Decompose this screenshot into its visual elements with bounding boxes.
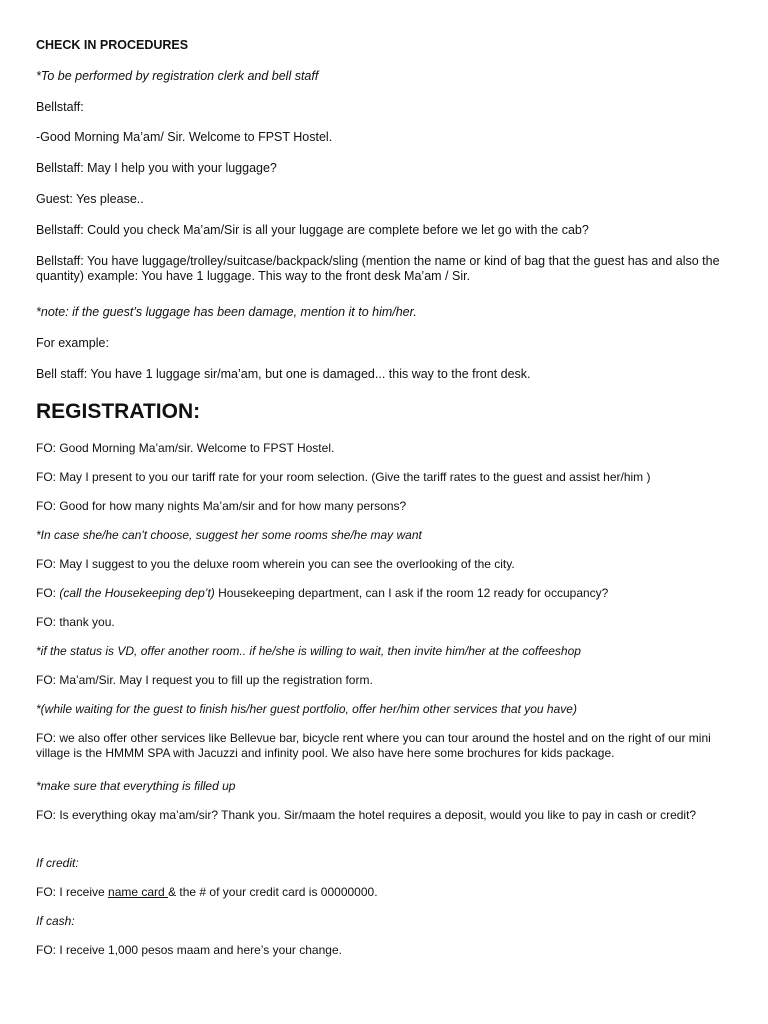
example-line: Bell staff: You have 1 luggage sir/ma’am, but one is damaged... this way to the front desk. — [36, 367, 531, 381]
greeting-line: -Good Morning Ma’am/ Sir. Welcome to FPST Hostel. — [36, 130, 333, 144]
luggage-offer-line: Bellstaff: May I help you with your luggage? — [36, 161, 277, 175]
fo-cash-line: FO: I receive 1,000 pesos maam and here’s your change. — [36, 943, 342, 957]
housekeeping-aside: (call the Housekeeping dep’t) — [59, 586, 215, 600]
luggage-check-line: Bellstaff: Could you check Ma’am/Sir is all your luggage are complete before we let go with the cab? — [36, 223, 589, 237]
fo-deposit-line: FO: Is everything okay ma’am/sir? Thank you. Sir/maam the hotel requires a deposit, would you like to pay in cash or credit? — [36, 808, 697, 822]
suggest-note: *In case she/he can't choose, suggest her some rooms she/he may want — [36, 528, 422, 542]
credit-card-number-text: & the # of your credit card is 00000000. — [168, 885, 378, 899]
fo-credit-line — [36, 885, 378, 900]
fo-services-line: FO: we also offer other services like Bellevue bar, bicycle rent where you can tour around the hostel and on the right of our mini village is the HMMM SPA with Jacuzzi and infinity pool. We also have here some brochures for kids package. — [36, 731, 711, 760]
guest-reply-line: Guest: Yes please.. — [36, 192, 144, 206]
fo-tariff-line: FO: May I present to you our tariff rate for your room selection. (Give the tariff rates to the guest and assist her/him ) — [36, 470, 651, 484]
fo-thanks-line: FO: thank you. — [36, 615, 115, 629]
name-card-text: name card — [108, 885, 169, 899]
fo-receive-prefix: FO: I receive — [36, 885, 109, 899]
fo-deluxe-line: FO: May I suggest to you the deluxe room wherein you can see the overlooking of the city. — [36, 557, 515, 571]
document-title: CHECK IN PROCEDURES — [36, 38, 189, 52]
example-label: For example: — [36, 336, 109, 350]
fo-greeting-line: FO: Good Morning Ma’am/sir. Welcome to FPST Hostel. — [36, 441, 335, 455]
staff-note: *To be performed by registration clerk and bell staff — [36, 69, 319, 83]
waiting-note: *(while waiting for the guest to finish his/her guest portfolio, offer her/him other services that you have) — [36, 702, 577, 716]
fo-prefix: FO: — [36, 586, 60, 600]
filled-up-note: *make sure that everything is filled up — [36, 779, 236, 793]
vd-status-note: *if the status is VD, offer another room.. if he/she is willing to wait, then invite him/her at the coffeeshop — [36, 644, 581, 658]
if-cash-label: If cash: — [36, 914, 75, 928]
luggage-type-line: Bellstaff: You have luggage/trolley/suitcase/backpack/sling (mention the name or kind of bag that the guest has and also the quantity) example: You have 1 luggage. This way to the front desk Ma’am / Sir. — [36, 254, 720, 283]
fo-form-line: FO: Ma’am/Sir. May I request you to fill up the registration form. — [36, 673, 373, 687]
registration-heading: REGISTRATION: — [36, 400, 201, 423]
damage-note: *note: if the guest’s luggage has been damage, mention it to him/her. — [36, 305, 417, 319]
fo-housekeeping-line — [36, 586, 608, 601]
if-credit-label: If credit: — [36, 856, 79, 870]
fo-nights-line: FO: Good for how many nights Ma’am/sir and for how many persons? — [36, 499, 407, 513]
housekeeping-question: Housekeeping department, can I ask if the room 12 ready for occupancy? — [214, 586, 609, 600]
bellstaff-label: Bellstaff: — [36, 100, 84, 114]
